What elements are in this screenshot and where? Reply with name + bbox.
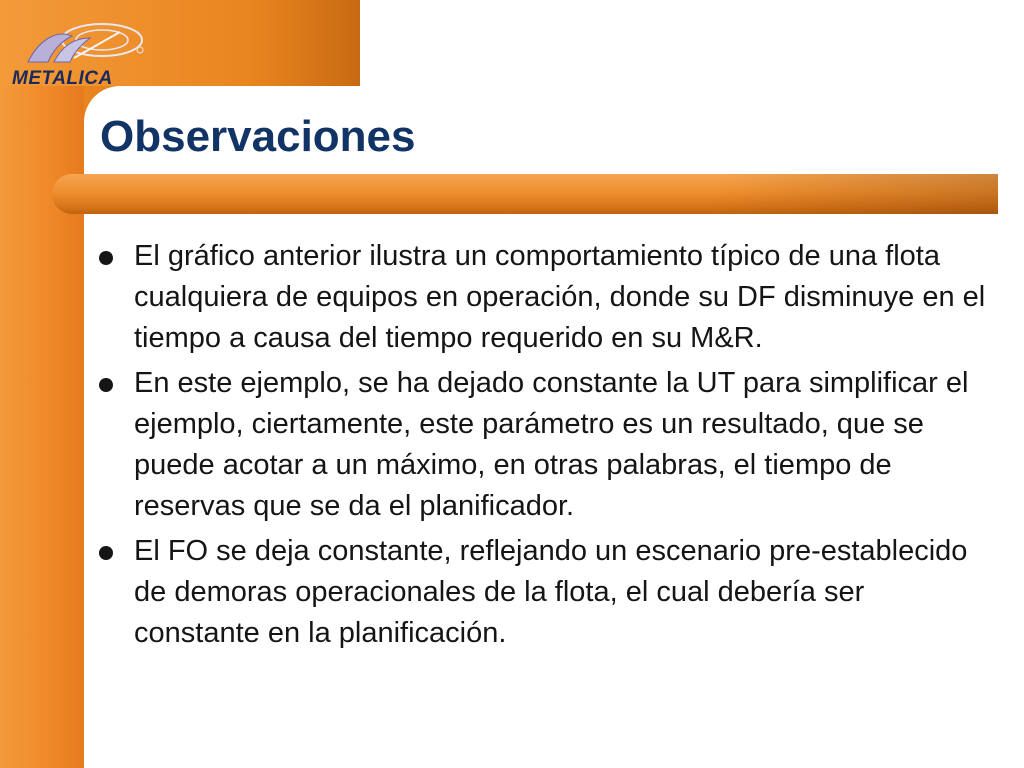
title-underline-shade: [52, 174, 998, 214]
bullet-dot-icon: [99, 251, 113, 265]
bullet-item-1: [96, 236, 996, 359]
bullet-text-3: El FO se deja constante, reflejando un escenario pre-establecido de demoras operacionales de la flota, el cual debería ser constante en la planificación.: [134, 535, 968, 649]
bullet-item-3: [96, 531, 996, 654]
metalica-logo: [10, 18, 150, 89]
bullet-dot-icon: [99, 546, 113, 560]
left-accent-bar: [0, 0, 84, 768]
logo-text: METALICA: [12, 68, 113, 89]
slide-title: Observaciones: [100, 112, 416, 161]
bullet-text-2: En este ejemplo, se ha dejado constante la UT para simplificar el ejemplo, ciertamente, este parámetro es un resultado, que se puede acotar a un máximo, en otras palabras, el tiempo de reservas que se da el planificador.: [134, 367, 969, 522]
bullet-item-2: [96, 363, 996, 527]
bullet-text-1: El gráfico anterior ilustra un comportamiento típico de una flota cualquiera de equipos en operación, donde su DF disminuye en el tiempo a causa del tiempo requerido en su M&R.: [134, 240, 986, 354]
bullet-dot-icon: [99, 378, 113, 392]
bullet-list: [96, 236, 996, 658]
metalica-logo-icon: [10, 18, 150, 74]
